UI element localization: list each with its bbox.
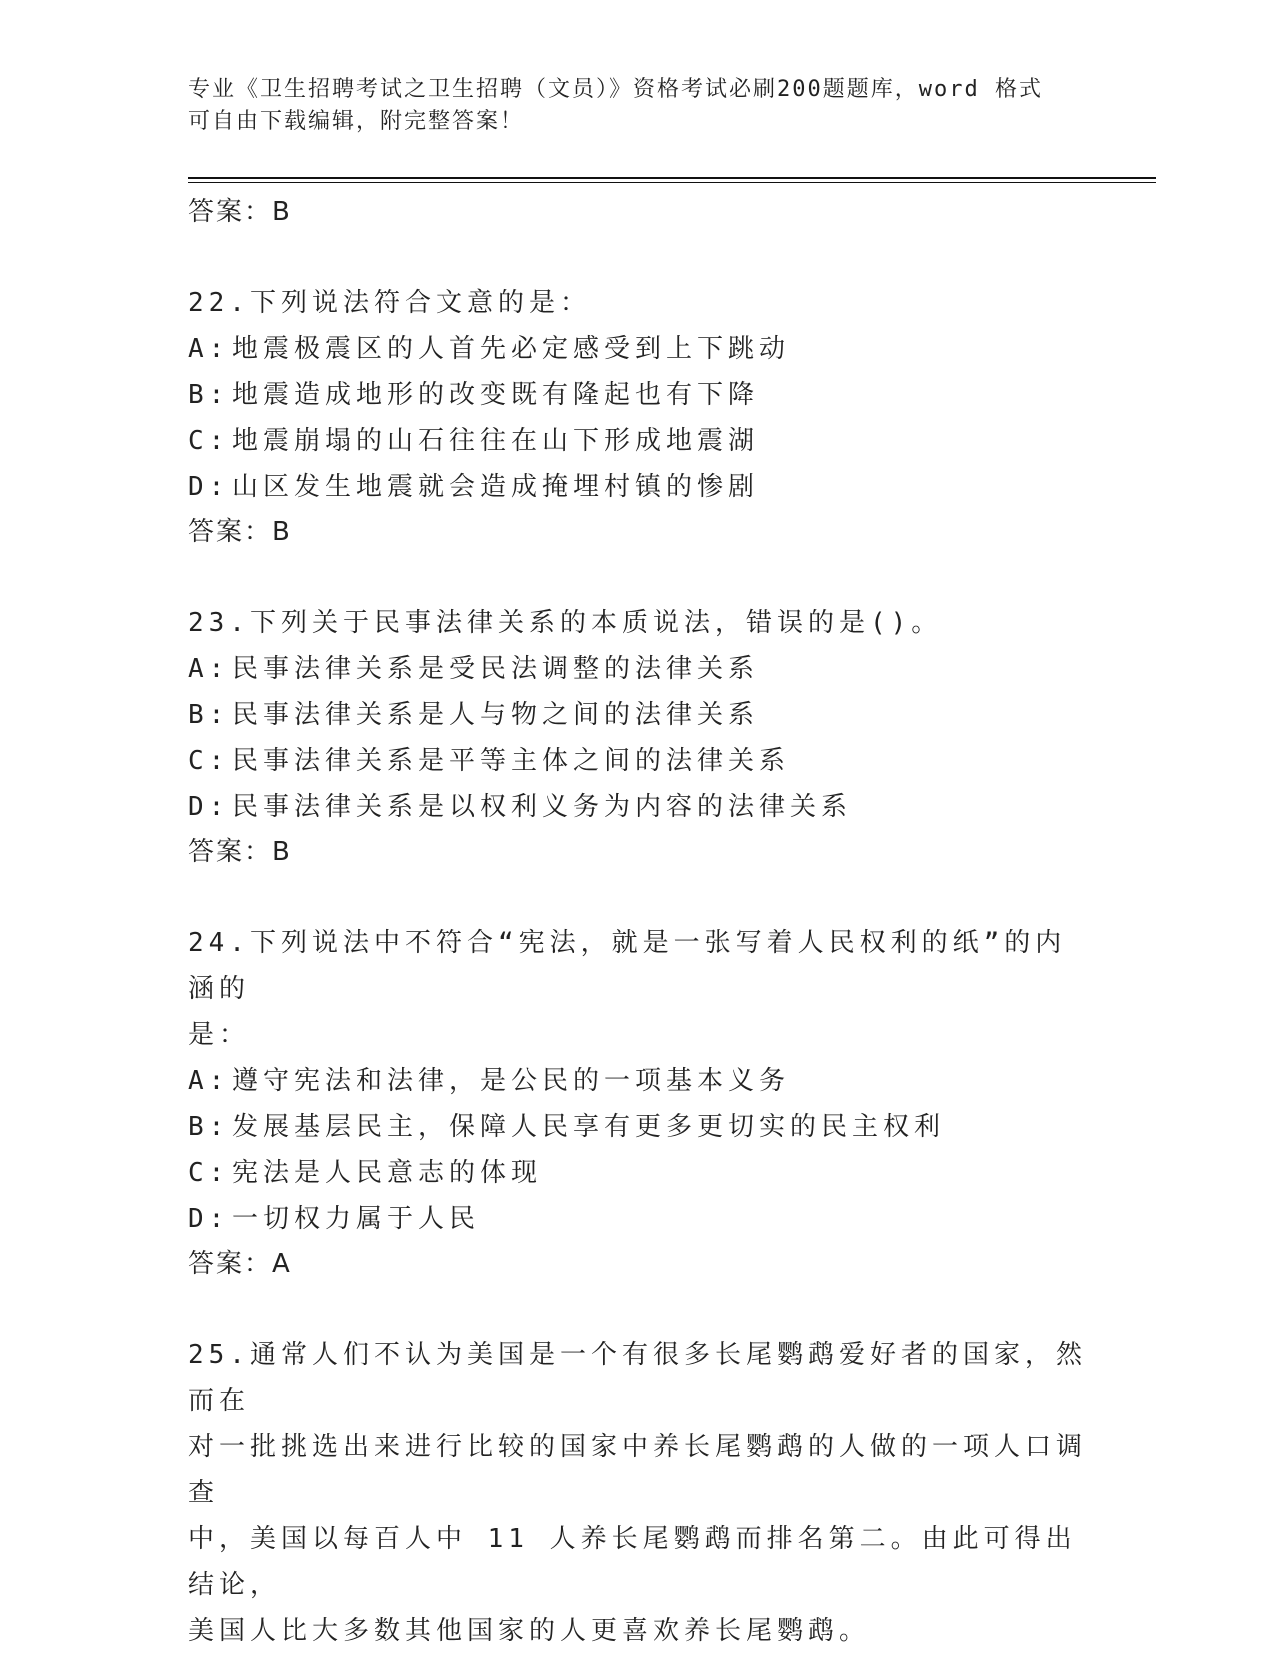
option-text: 民事法律关系是平等主体之间的法律关系: [232, 746, 791, 776]
question-24-text-line-2: 是：: [188, 1020, 251, 1050]
question-24-option-d: [188, 1196, 1088, 1242]
question-22-option-d: [188, 464, 1088, 510]
option-text: 民事法律关系是受民法调整的法律关系: [232, 654, 760, 684]
question-25-line-2: 对一批挑选出来进行比较的国家中养长尾鹦鹉的人做的一项人口调查: [188, 1432, 1088, 1508]
question-25-line-4: 美国人比大多数其他国家的人更喜欢养长尾鹦鹉。: [188, 1616, 871, 1646]
question-23-option-d: [188, 784, 1088, 830]
option-text: 山区发生地震就会造成掩埋村镇的惨剧: [232, 472, 760, 502]
option-letter: D:: [188, 792, 230, 822]
question-24-option-c: [188, 1150, 1088, 1196]
option-letter: C:: [188, 746, 230, 776]
question-24-text-line-1: 24.下列说法中不符合“宪法，就是一张写着人民权利的纸”的内涵的: [188, 928, 1067, 1004]
header-line-1: 专业《卫生招聘考试之卫生招聘（文员）》资格考试必刷200题题库，word 格式: [188, 77, 1043, 102]
question-24-option-b: [188, 1104, 1088, 1150]
question-25-line-1: 25.通常人们不认为美国是一个有很多长尾鹦鹉爱好者的国家，然而在: [188, 1340, 1087, 1416]
option-text: 宪法是人民意志的体现: [232, 1158, 543, 1188]
question-22-option-a: [188, 326, 1088, 372]
question-25: [188, 1332, 1088, 1654]
option-letter: D:: [188, 472, 230, 502]
document-body: [188, 190, 1088, 1654]
option-letter: C:: [188, 426, 230, 456]
document-header: [188, 74, 1088, 138]
option-letter: B:: [188, 700, 230, 730]
question-23-option-a: [188, 646, 1088, 692]
option-text: 民事法律关系是以权利义务为内容的法律关系: [232, 792, 853, 822]
question-22-option-c: [188, 418, 1088, 464]
question-23-option-b: [188, 692, 1088, 738]
option-text: 遵守宪法和法律，是公民的一项基本义务: [232, 1066, 791, 1096]
question-23-answer: 答案：B: [188, 837, 292, 867]
question-22-text: 22.下列说法符合文意的是：: [188, 288, 591, 318]
option-text: 民事法律关系是人与物之间的法律关系: [232, 700, 760, 730]
question-24: [188, 920, 1088, 1286]
option-letter: B:: [188, 1112, 230, 1142]
question-23: [188, 600, 1088, 874]
question-25-line-3: 中，美国以每百人中 11 人养长尾鹦鹉而排名第二。由此可得出结论，: [188, 1524, 1077, 1600]
question-22-option-b: [188, 372, 1088, 418]
question-22: [188, 280, 1088, 554]
question-22-answer: 答案：B: [188, 517, 292, 547]
header-line-2: 可自由下载编辑，附完整答案！: [188, 109, 525, 134]
option-text: 发展基层民主，保障人民享有更多更切实的民主权利: [232, 1112, 946, 1142]
question-24-option-a: [188, 1058, 1088, 1104]
option-text: 一切权力属于人民: [232, 1204, 481, 1234]
option-letter: A:: [188, 654, 230, 684]
question-23-option-c: [188, 738, 1088, 784]
option-letter: D:: [188, 1204, 230, 1234]
option-letter: A:: [188, 1066, 230, 1096]
answer-previous: 答案：B: [188, 197, 292, 227]
header-divider-thin: [188, 182, 1156, 183]
option-letter: B:: [188, 380, 230, 410]
option-text: 地震极震区的人首先必定感受到上下跳动: [232, 334, 791, 364]
header-divider-thick: [188, 177, 1156, 179]
question-23-text: 23.下列关于民事法律关系的本质说法，错误的是()。: [188, 608, 943, 638]
option-text: 地震崩塌的山石往往在山下形成地震湖: [232, 426, 760, 456]
option-text: 地震造成地形的改变既有隆起也有下降: [232, 380, 760, 410]
option-letter: C:: [188, 1158, 230, 1188]
question-24-answer: 答案：A: [188, 1249, 292, 1279]
option-letter: A:: [188, 334, 230, 364]
